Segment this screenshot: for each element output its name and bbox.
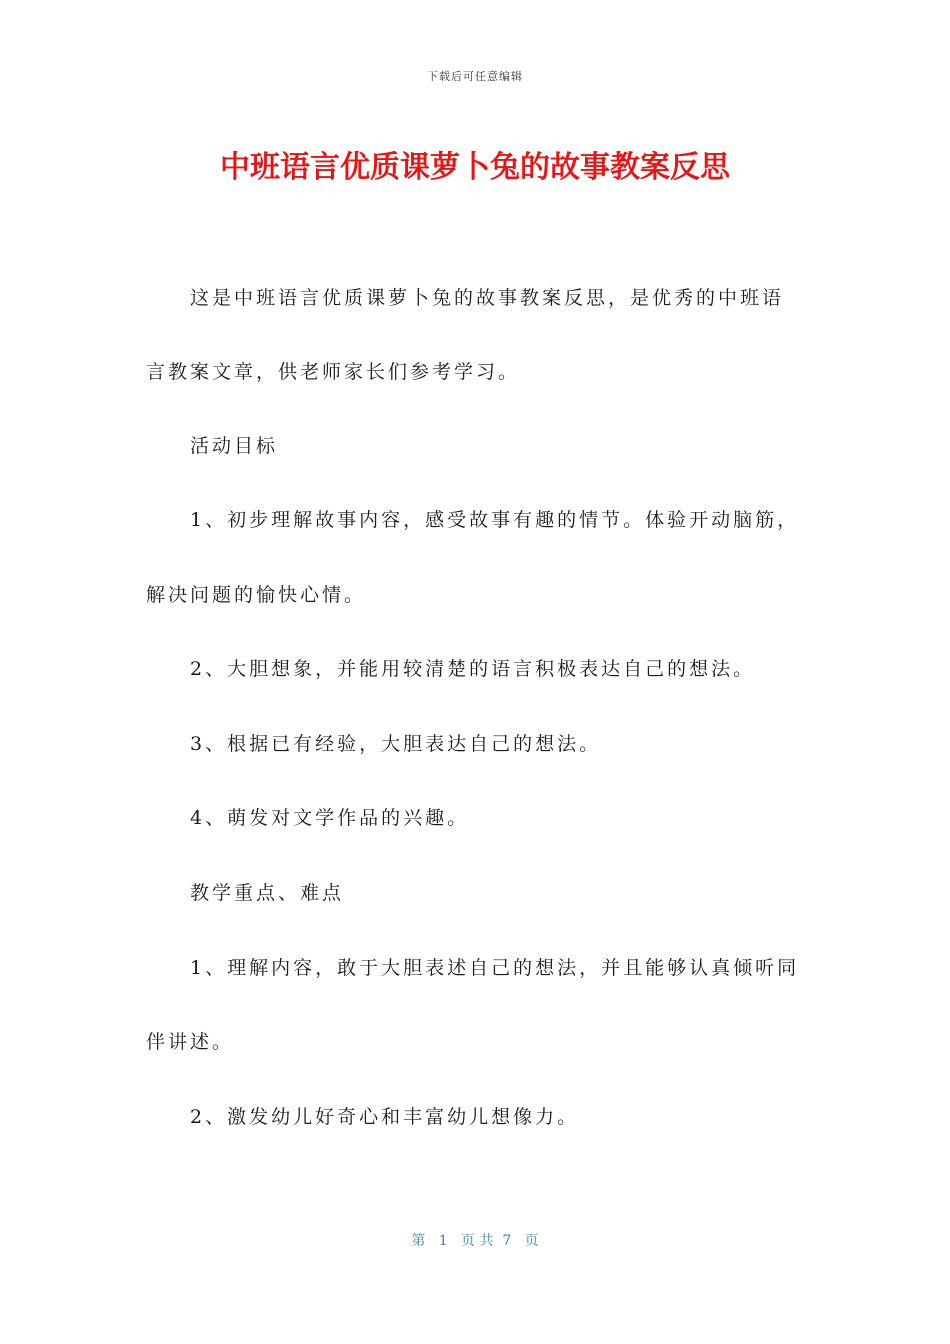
paragraph-intro-line-2: 言教案文章，供老师家长们参考学习。 (146, 361, 521, 383)
goal-1-line-1: 1、初步理解故事内容，感受故事有趣的情节。体验开动脑筋， (190, 509, 800, 531)
goal-3: 3、根据已有经验，大胆表达自己的想法。 (190, 733, 602, 755)
key-point-1-line-1: 1、理解内容，敢于大胆表述自己的想法，并且能够认真倾听同 (190, 957, 800, 979)
page-footer (0, 1230, 950, 1250)
goal-2: 2、大胆想象，并能用较清楚的语言积极表达自己的想法。 (190, 658, 756, 680)
goal-1-line-2: 解决问题的愉快心情。 (146, 584, 367, 606)
footer-prefix: 第 (411, 1233, 426, 1249)
goal-4: 4、萌发对文学作品的兴趣。 (190, 807, 470, 829)
key-point-2: 2、激发幼儿好奇心和丰富幼儿想像力。 (190, 1106, 580, 1128)
document-title: 中班语言优质课萝卜兔的故事教案反思 (220, 150, 730, 185)
header-note: 下载后可任意编辑 (427, 70, 523, 83)
paragraph-intro-line-1: 这是中班语言优质课萝卜兔的故事教案反思，是优秀的中班语 (190, 287, 785, 309)
section-heading-activity-goals: 活动目标 (190, 435, 279, 457)
key-point-1-line-2: 伴讲述。 (146, 1031, 235, 1053)
footer-current-page: 1 (438, 1233, 448, 1249)
section-heading-key-points: 教学重点、难点 (190, 882, 345, 904)
footer-total-pages: 7 (502, 1233, 512, 1249)
footer-mid: 页 共 (461, 1233, 494, 1249)
footer-suffix: 页 (524, 1233, 539, 1249)
